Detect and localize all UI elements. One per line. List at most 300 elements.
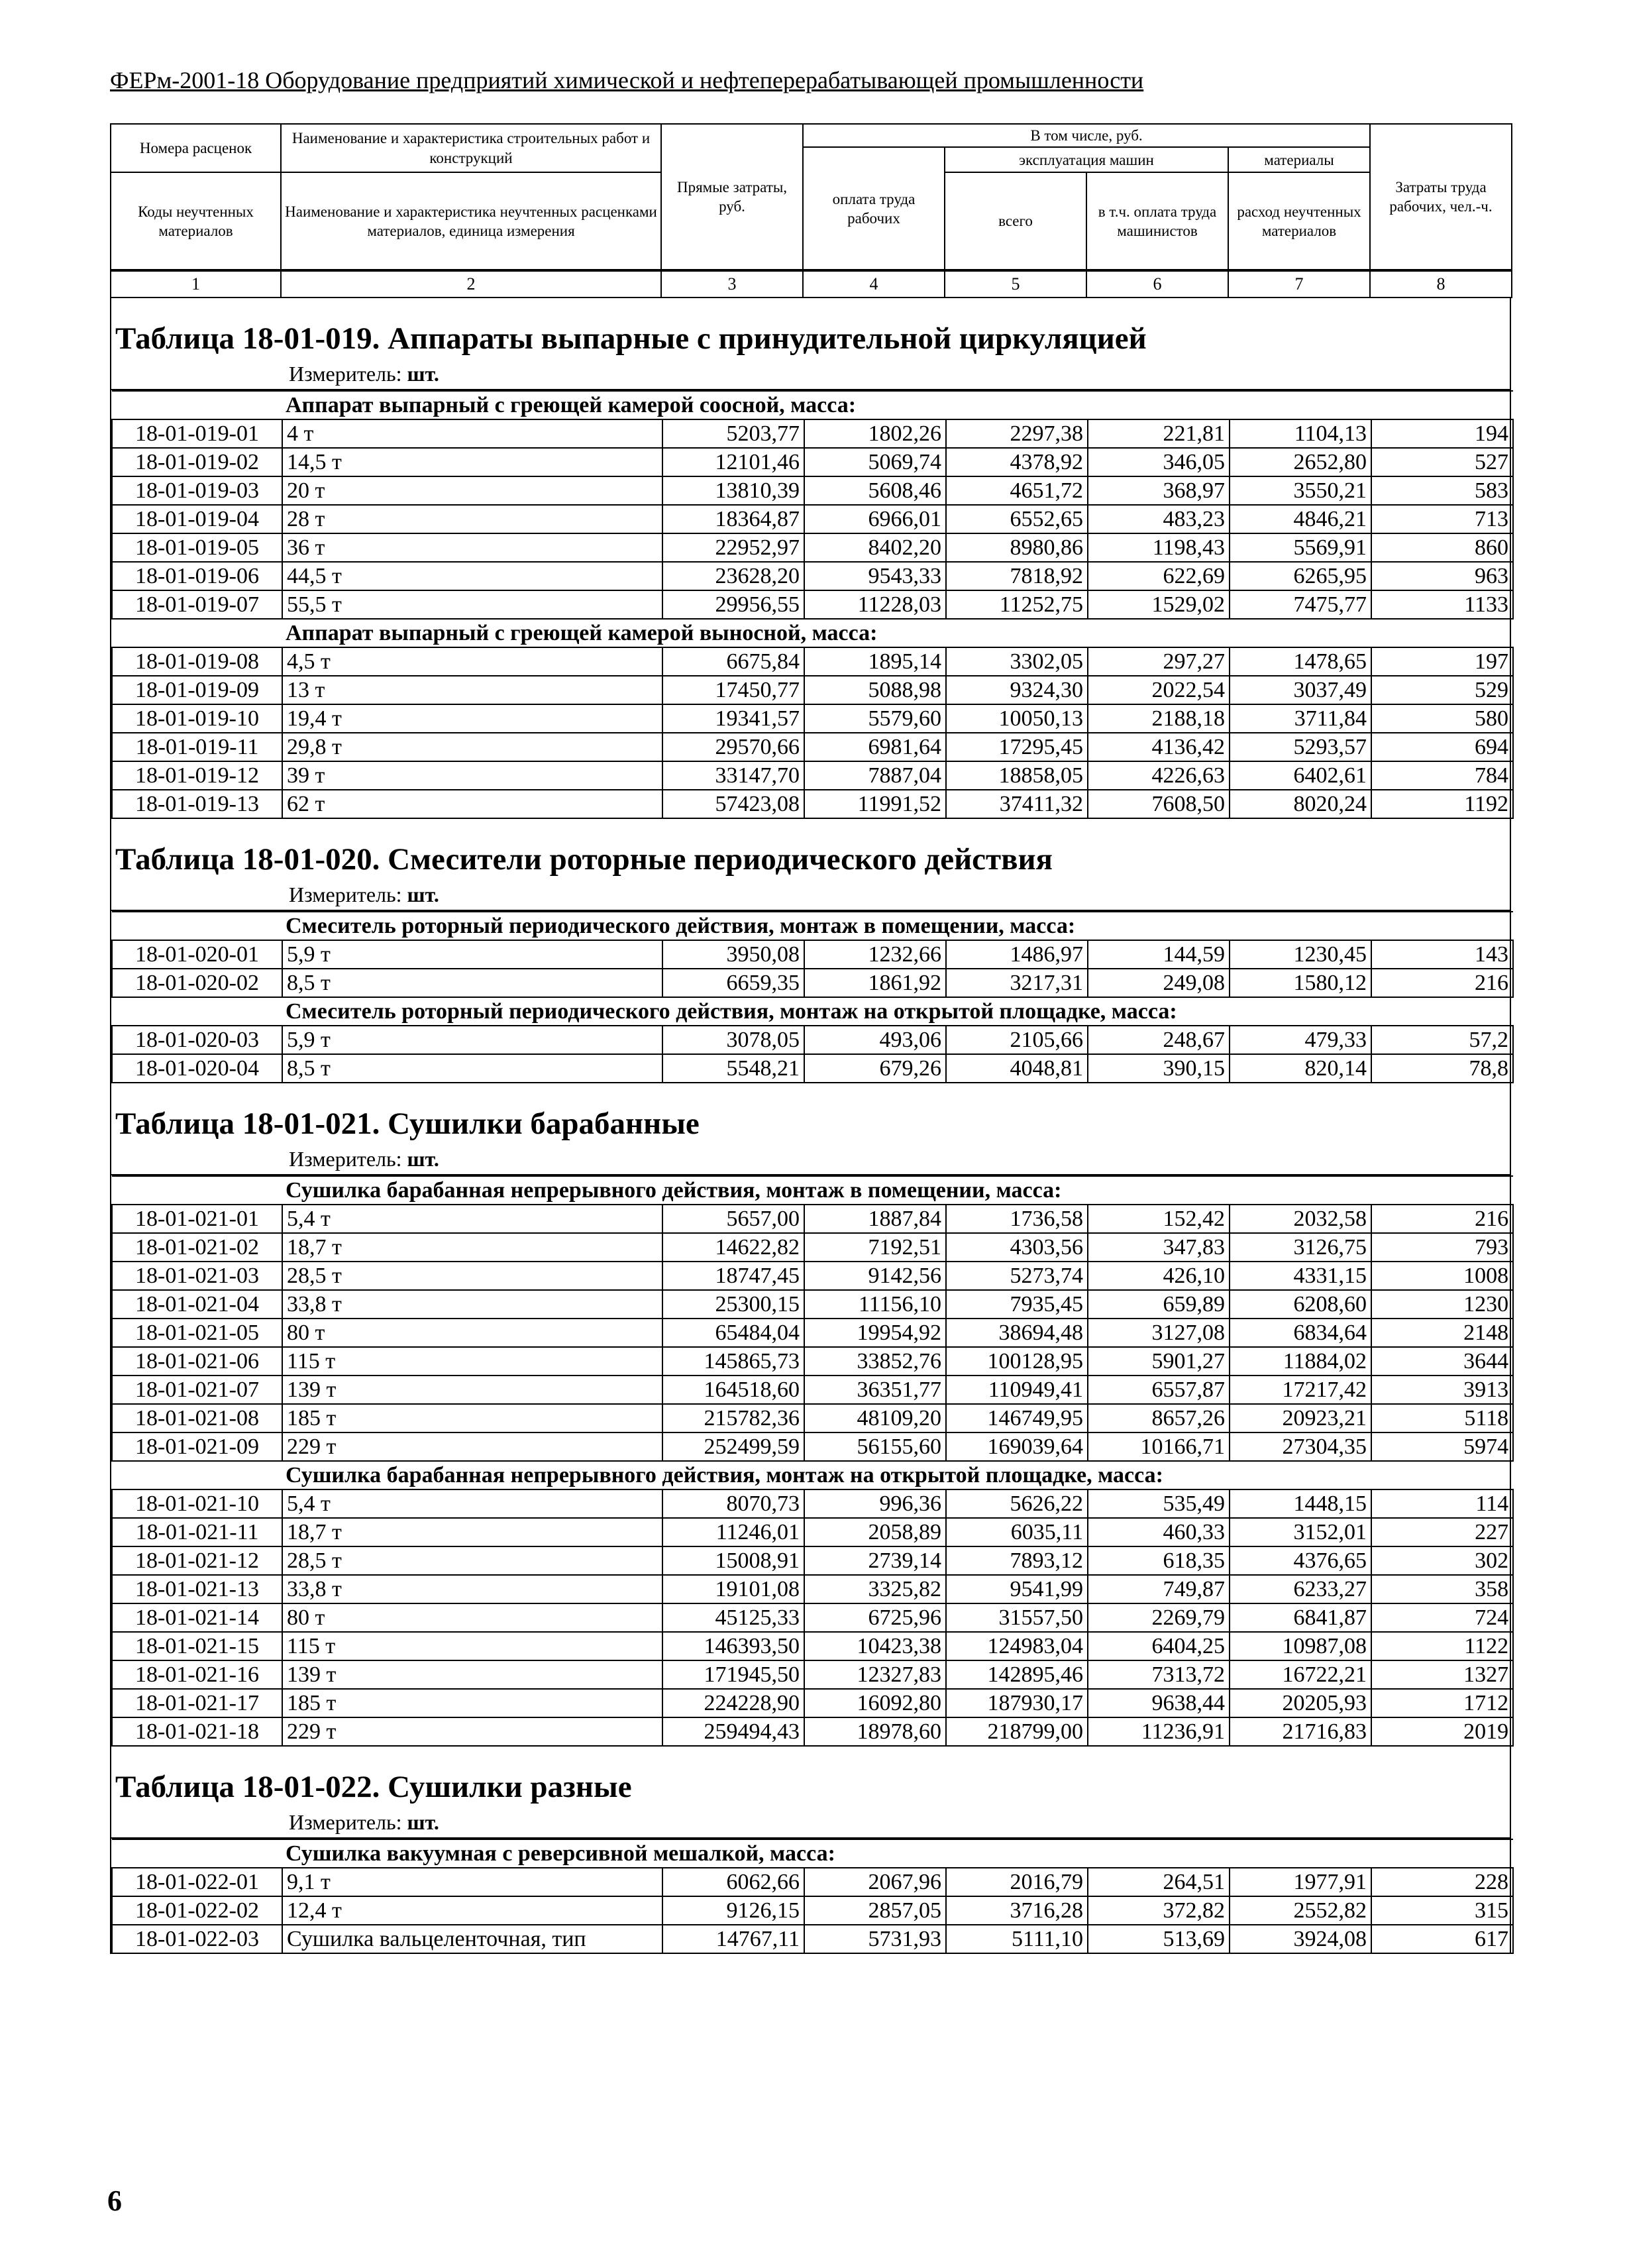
materials-cell: 17217,42 bbox=[1230, 1376, 1371, 1404]
unit-of-measure bbox=[111, 362, 1510, 390]
direct-costs-cell: 12101,46 bbox=[662, 448, 804, 476]
rate-code-cell: 18-01-021-02 bbox=[112, 1233, 282, 1262]
materials-cell: 1977,91 bbox=[1230, 1868, 1371, 1896]
rate-code-cell: 18-01-019-03 bbox=[112, 476, 282, 505]
labor-costs-cell: 527 bbox=[1371, 448, 1513, 476]
worker-pay-cell: 11991,52 bbox=[804, 790, 946, 818]
table-row bbox=[112, 1925, 1513, 1953]
work-name-cell: 12,4 т bbox=[282, 1896, 662, 1925]
column-number: 7 bbox=[1228, 270, 1370, 297]
header-machinist-pay: в т.ч. оплата труда машинистов bbox=[1086, 172, 1228, 270]
labor-costs-cell: 194 bbox=[1371, 419, 1513, 448]
rate-code-cell: 18-01-019-09 bbox=[112, 676, 282, 704]
rate-code-cell: 18-01-021-12 bbox=[112, 1546, 282, 1575]
machinist-pay-cell: 249,08 bbox=[1088, 969, 1230, 997]
labor-costs-cell: 617 bbox=[1371, 1925, 1513, 1953]
machines-total-cell: 8980,86 bbox=[946, 533, 1088, 562]
work-name-cell: 28 т bbox=[282, 505, 662, 533]
labor-costs-cell: 227 bbox=[1371, 1518, 1513, 1546]
unit-of-measure bbox=[111, 883, 1510, 911]
rate-code-cell: 18-01-021-10 bbox=[112, 1489, 282, 1518]
work-name-cell: Сушилка вальцеленточная, тип bbox=[282, 1925, 662, 1953]
materials-cell: 20923,21 bbox=[1230, 1404, 1371, 1432]
rate-code-cell: 18-01-021-08 bbox=[112, 1404, 282, 1432]
machinist-pay-cell: 9638,44 bbox=[1088, 1689, 1230, 1717]
header-machine-operation: эксплуатация машин bbox=[945, 147, 1228, 172]
machines-total-cell: 5111,10 bbox=[946, 1925, 1088, 1953]
machinist-pay-cell: 264,51 bbox=[1088, 1868, 1230, 1896]
column-number: 4 bbox=[803, 270, 945, 297]
machinist-pay-cell: 1529,02 bbox=[1088, 590, 1230, 619]
materials-cell: 10987,08 bbox=[1230, 1632, 1371, 1660]
rate-table bbox=[111, 911, 1514, 1083]
labor-costs-cell: 3644 bbox=[1371, 1347, 1513, 1376]
labor-costs-cell: 1192 bbox=[1371, 790, 1513, 818]
rate-code-cell: 18-01-020-02 bbox=[112, 969, 282, 997]
header-works-name: Наименование и характеристика строительных работ и конструкций bbox=[281, 124, 661, 172]
group-heading: Сушилка вакуумная с реверсивной мешалкой, масса: bbox=[112, 1839, 1513, 1868]
worker-pay-cell: 56155,60 bbox=[804, 1432, 946, 1461]
worker-pay-cell: 2067,96 bbox=[804, 1868, 946, 1896]
rate-code-cell: 18-01-019-12 bbox=[112, 761, 282, 790]
work-name-cell: 229 т bbox=[282, 1717, 662, 1746]
labor-costs-cell: 5974 bbox=[1371, 1432, 1513, 1461]
labor-costs-cell: 694 bbox=[1371, 733, 1513, 761]
table-title: Таблица 18-01-022. Сушилки разные bbox=[115, 1769, 632, 1804]
machinist-pay-cell: 622,69 bbox=[1088, 562, 1230, 590]
materials-cell: 7475,77 bbox=[1230, 590, 1371, 619]
rate-table bbox=[111, 1839, 1514, 1954]
table-row bbox=[112, 1262, 1513, 1290]
machines-total-cell: 4378,92 bbox=[946, 448, 1088, 476]
column-number: 8 bbox=[1370, 270, 1512, 297]
labor-costs-cell: 1008 bbox=[1371, 1262, 1513, 1290]
work-name-cell: 5,4 т bbox=[282, 1489, 662, 1518]
unit-label: Измеритель: bbox=[289, 361, 402, 386]
materials-cell: 5293,57 bbox=[1230, 733, 1371, 761]
machines-total-cell: 6035,11 bbox=[946, 1518, 1088, 1546]
labor-costs-cell: 529 bbox=[1371, 676, 1513, 704]
table-row bbox=[112, 1233, 1513, 1262]
machines-total-cell: 187930,17 bbox=[946, 1689, 1088, 1717]
work-name-cell: 115 т bbox=[282, 1632, 662, 1660]
worker-pay-cell: 18978,60 bbox=[804, 1717, 946, 1746]
table-row bbox=[112, 562, 1513, 590]
table-row bbox=[112, 505, 1513, 533]
direct-costs-cell: 19101,08 bbox=[662, 1575, 804, 1603]
direct-costs-cell: 252499,59 bbox=[662, 1432, 804, 1461]
machinist-pay-cell: 2269,79 bbox=[1088, 1603, 1230, 1632]
column-number: 1 bbox=[111, 270, 281, 297]
labor-costs-cell: 216 bbox=[1371, 1205, 1513, 1233]
worker-pay-cell: 5608,46 bbox=[804, 476, 946, 505]
group-heading-row bbox=[112, 1461, 1513, 1489]
machinist-pay-cell: 390,15 bbox=[1088, 1054, 1230, 1083]
table-row bbox=[112, 1026, 1513, 1054]
direct-costs-cell: 17450,77 bbox=[662, 676, 804, 704]
work-name-cell: 28,5 т bbox=[282, 1546, 662, 1575]
labor-costs-cell: 793 bbox=[1371, 1233, 1513, 1262]
machines-total-cell: 124983,04 bbox=[946, 1632, 1088, 1660]
machines-total-cell: 6552,65 bbox=[946, 505, 1088, 533]
materials-cell: 6834,64 bbox=[1230, 1319, 1371, 1347]
header-materials: материалы bbox=[1228, 147, 1370, 172]
machines-total-cell: 18858,05 bbox=[946, 761, 1088, 790]
labor-costs-cell: 228 bbox=[1371, 1868, 1513, 1896]
table-row bbox=[112, 761, 1513, 790]
machines-total-cell: 2297,38 bbox=[946, 419, 1088, 448]
rate-code-cell: 18-01-020-04 bbox=[112, 1054, 282, 1083]
direct-costs-cell: 45125,33 bbox=[662, 1603, 804, 1632]
materials-cell: 820,14 bbox=[1230, 1054, 1371, 1083]
machines-total-cell: 11252,75 bbox=[946, 590, 1088, 619]
rate-code-cell: 18-01-019-06 bbox=[112, 562, 282, 590]
header-machines-total: всего bbox=[945, 172, 1086, 270]
labor-costs-cell: 315 bbox=[1371, 1896, 1513, 1925]
table-row bbox=[112, 1632, 1513, 1660]
machinist-pay-cell: 221,81 bbox=[1088, 419, 1230, 448]
work-name-cell: 19,4 т bbox=[282, 704, 662, 733]
work-name-cell: 80 т bbox=[282, 1319, 662, 1347]
work-name-cell: 185 т bbox=[282, 1404, 662, 1432]
machines-total-cell: 7893,12 bbox=[946, 1546, 1088, 1575]
header-unaccounted-materials: расход неучтенных материалов bbox=[1228, 172, 1370, 270]
worker-pay-cell: 11156,10 bbox=[804, 1290, 946, 1319]
worker-pay-cell: 679,26 bbox=[804, 1054, 946, 1083]
direct-costs-cell: 23628,20 bbox=[662, 562, 804, 590]
rate-code-cell: 18-01-020-03 bbox=[112, 1026, 282, 1054]
rate-code-cell: 18-01-022-01 bbox=[112, 1868, 282, 1896]
machines-total-cell: 4651,72 bbox=[946, 476, 1088, 505]
machinist-pay-cell: 11236,91 bbox=[1088, 1717, 1230, 1746]
work-name-cell: 29,8 т bbox=[282, 733, 662, 761]
machinist-pay-cell: 372,82 bbox=[1088, 1896, 1230, 1925]
table-row bbox=[112, 676, 1513, 704]
materials-cell: 3924,08 bbox=[1230, 1925, 1371, 1953]
rate-code-cell: 18-01-021-09 bbox=[112, 1432, 282, 1461]
materials-cell: 8020,24 bbox=[1230, 790, 1371, 818]
table-title: Таблица 18-01-019. Аппараты выпарные с принудительной циркуляцией bbox=[115, 321, 1147, 356]
table-row bbox=[112, 940, 1513, 969]
materials-cell: 1104,13 bbox=[1230, 419, 1371, 448]
direct-costs-cell: 15008,91 bbox=[662, 1546, 804, 1575]
rate-table bbox=[111, 1175, 1514, 1747]
machinist-pay-cell: 535,49 bbox=[1088, 1489, 1230, 1518]
table-row bbox=[112, 1518, 1513, 1546]
rate-code-cell: 18-01-021-15 bbox=[112, 1632, 282, 1660]
machinist-pay-cell: 248,67 bbox=[1088, 1026, 1230, 1054]
materials-cell: 6841,87 bbox=[1230, 1603, 1371, 1632]
labor-costs-cell: 1230 bbox=[1371, 1290, 1513, 1319]
work-name-cell: 4,5 т bbox=[282, 647, 662, 676]
machines-total-cell: 2016,79 bbox=[946, 1868, 1088, 1896]
machines-total-cell: 5273,74 bbox=[946, 1262, 1088, 1290]
rate-code-cell: 18-01-021-01 bbox=[112, 1205, 282, 1233]
machines-total-cell: 218799,00 bbox=[946, 1717, 1088, 1746]
materials-cell: 11884,02 bbox=[1230, 1347, 1371, 1376]
machines-total-cell: 146749,95 bbox=[946, 1404, 1088, 1432]
labor-costs-cell: 583 bbox=[1371, 476, 1513, 505]
work-name-cell: 55,5 т bbox=[282, 590, 662, 619]
rate-code-cell: 18-01-019-01 bbox=[112, 419, 282, 448]
column-number: 2 bbox=[281, 270, 661, 297]
rate-code-cell: 18-01-021-11 bbox=[112, 1518, 282, 1546]
machinist-pay-cell: 1198,43 bbox=[1088, 533, 1230, 562]
rate-code-cell: 18-01-021-07 bbox=[112, 1376, 282, 1404]
materials-cell: 6265,95 bbox=[1230, 562, 1371, 590]
worker-pay-cell: 5731,93 bbox=[804, 1925, 946, 1953]
direct-costs-cell: 9126,15 bbox=[662, 1896, 804, 1925]
direct-costs-cell: 6659,35 bbox=[662, 969, 804, 997]
group-heading: Аппарат выпарный с греющей камерой выносной, масса: bbox=[112, 619, 1513, 647]
direct-costs-cell: 57423,08 bbox=[662, 790, 804, 818]
materials-cell: 4846,21 bbox=[1230, 505, 1371, 533]
labor-costs-cell: 963 bbox=[1371, 562, 1513, 590]
rate-code-cell: 18-01-019-02 bbox=[112, 448, 282, 476]
materials-cell: 2552,82 bbox=[1230, 1896, 1371, 1925]
worker-pay-cell: 33852,76 bbox=[804, 1347, 946, 1376]
table-row bbox=[112, 1689, 1513, 1717]
machinist-pay-cell: 426,10 bbox=[1088, 1262, 1230, 1290]
labor-costs-cell: 114 bbox=[1371, 1489, 1513, 1518]
machinist-pay-cell: 152,42 bbox=[1088, 1205, 1230, 1233]
machines-total-cell: 3716,28 bbox=[946, 1896, 1088, 1925]
materials-cell: 3152,01 bbox=[1230, 1518, 1371, 1546]
direct-costs-cell: 29956,55 bbox=[662, 590, 804, 619]
materials-cell: 3550,21 bbox=[1230, 476, 1371, 505]
column-number-row bbox=[111, 270, 1512, 297]
machinist-pay-cell: 346,05 bbox=[1088, 448, 1230, 476]
direct-costs-cell: 33147,70 bbox=[662, 761, 804, 790]
machinist-pay-cell: 483,23 bbox=[1088, 505, 1230, 533]
rate-tables bbox=[110, 298, 1511, 1954]
work-name-cell: 14,5 т bbox=[282, 448, 662, 476]
table-row bbox=[112, 733, 1513, 761]
worker-pay-cell: 1802,26 bbox=[804, 419, 946, 448]
column-header-table bbox=[110, 123, 1512, 298]
direct-costs-cell: 11246,01 bbox=[662, 1518, 804, 1546]
machines-total-cell: 5626,22 bbox=[946, 1489, 1088, 1518]
worker-pay-cell: 16092,80 bbox=[804, 1689, 946, 1717]
labor-costs-cell: 5118 bbox=[1371, 1404, 1513, 1432]
direct-costs-cell: 14622,82 bbox=[662, 1233, 804, 1262]
labor-costs-cell: 57,2 bbox=[1371, 1026, 1513, 1054]
work-name-cell: 36 т bbox=[282, 533, 662, 562]
worker-pay-cell: 1887,84 bbox=[804, 1205, 946, 1233]
direct-costs-cell: 3950,08 bbox=[662, 940, 804, 969]
materials-cell: 1230,45 bbox=[1230, 940, 1371, 969]
group-heading-row bbox=[112, 1176, 1513, 1205]
document-body bbox=[110, 123, 1511, 1954]
machinist-pay-cell: 749,87 bbox=[1088, 1575, 1230, 1603]
work-name-cell: 28,5 т bbox=[282, 1262, 662, 1290]
machines-total-cell: 100128,95 bbox=[946, 1347, 1088, 1376]
rate-code-cell: 18-01-021-03 bbox=[112, 1262, 282, 1290]
machines-total-cell: 1486,97 bbox=[946, 940, 1088, 969]
machinist-pay-cell: 5901,27 bbox=[1088, 1347, 1230, 1376]
machines-total-cell: 7818,92 bbox=[946, 562, 1088, 590]
table-row bbox=[112, 790, 1513, 818]
group-heading: Сушилка барабанная непрерывного действия, монтаж на открытой площадке, масса: bbox=[112, 1461, 1513, 1489]
group-heading-row bbox=[112, 997, 1513, 1026]
header-material-names: Наименование и характеристика неучтенных расценками материалов, единица измерения bbox=[281, 172, 661, 270]
group-heading: Сушилка барабанная непрерывного действия, монтаж в помещении, масса: bbox=[112, 1176, 1513, 1205]
table-row bbox=[112, 476, 1513, 505]
machinist-pay-cell: 8657,26 bbox=[1088, 1404, 1230, 1432]
worker-pay-cell: 7192,51 bbox=[804, 1233, 946, 1262]
machinist-pay-cell: 460,33 bbox=[1088, 1518, 1230, 1546]
labor-costs-cell: 1133 bbox=[1371, 590, 1513, 619]
labor-costs-cell: 724 bbox=[1371, 1603, 1513, 1632]
table-row bbox=[112, 969, 1513, 997]
direct-costs-cell: 145865,73 bbox=[662, 1347, 804, 1376]
column-number: 5 bbox=[945, 270, 1086, 297]
table-row bbox=[112, 1376, 1513, 1404]
worker-pay-cell: 2739,14 bbox=[804, 1546, 946, 1575]
work-name-cell: 5,9 т bbox=[282, 940, 662, 969]
worker-pay-cell: 7887,04 bbox=[804, 761, 946, 790]
column-number: 3 bbox=[661, 270, 803, 297]
table-row bbox=[112, 1717, 1513, 1746]
materials-cell: 20205,93 bbox=[1230, 1689, 1371, 1717]
work-name-cell: 13 т bbox=[282, 676, 662, 704]
worker-pay-cell: 6966,01 bbox=[804, 505, 946, 533]
unit-label: Измеритель: bbox=[289, 1809, 402, 1834]
materials-cell: 27304,35 bbox=[1230, 1432, 1371, 1461]
materials-cell: 2652,80 bbox=[1230, 448, 1371, 476]
direct-costs-cell: 5548,21 bbox=[662, 1054, 804, 1083]
table-row bbox=[112, 590, 1513, 619]
rate-code-cell: 18-01-022-03 bbox=[112, 1925, 282, 1953]
header-direct-costs: Прямые затраты, руб. bbox=[661, 124, 803, 270]
labor-costs-cell: 143 bbox=[1371, 940, 1513, 969]
work-name-cell: 139 т bbox=[282, 1376, 662, 1404]
table-row bbox=[112, 1868, 1513, 1896]
header-including: В том числе, руб. bbox=[803, 124, 1370, 147]
table-row bbox=[112, 419, 1513, 448]
page-header: ФЕРм-2001-18 Оборудование предприятий химической и нефтеперерабатывающей промышленности bbox=[110, 67, 1144, 93]
unit-value: шт. bbox=[407, 361, 439, 386]
unit-label: Измеритель: bbox=[289, 1146, 402, 1171]
table-row bbox=[112, 1896, 1513, 1925]
materials-cell: 1478,65 bbox=[1230, 647, 1371, 676]
materials-cell: 6402,61 bbox=[1230, 761, 1371, 790]
direct-costs-cell: 6675,84 bbox=[662, 647, 804, 676]
rate-table-section bbox=[110, 1083, 1511, 1747]
table-row bbox=[112, 1205, 1513, 1233]
rate-code-cell: 18-01-022-02 bbox=[112, 1896, 282, 1925]
labor-costs-cell: 580 bbox=[1371, 704, 1513, 733]
worker-pay-cell: 12327,83 bbox=[804, 1660, 946, 1689]
direct-costs-cell: 5657,00 bbox=[662, 1205, 804, 1233]
labor-costs-cell: 1122 bbox=[1371, 1632, 1513, 1660]
table-row bbox=[112, 1575, 1513, 1603]
direct-costs-cell: 164518,60 bbox=[662, 1376, 804, 1404]
table-row bbox=[112, 647, 1513, 676]
worker-pay-cell: 996,36 bbox=[804, 1489, 946, 1518]
machinist-pay-cell: 347,83 bbox=[1088, 1233, 1230, 1262]
table-title: Таблица 18-01-021. Сушилки барабанные bbox=[115, 1106, 700, 1141]
labor-costs-cell: 197 bbox=[1371, 647, 1513, 676]
work-name-cell: 185 т bbox=[282, 1689, 662, 1717]
machinist-pay-cell: 10166,71 bbox=[1088, 1432, 1230, 1461]
worker-pay-cell: 2857,05 bbox=[804, 1896, 946, 1925]
work-name-cell: 33,8 т bbox=[282, 1290, 662, 1319]
rate-code-cell: 18-01-021-17 bbox=[112, 1689, 282, 1717]
group-heading-row bbox=[112, 1839, 1513, 1868]
labor-costs-cell: 1327 bbox=[1371, 1660, 1513, 1689]
direct-costs-cell: 14767,11 bbox=[662, 1925, 804, 1953]
header-rates-numbers: Номера расценок bbox=[111, 124, 281, 172]
direct-costs-cell: 259494,43 bbox=[662, 1717, 804, 1746]
direct-costs-cell: 3078,05 bbox=[662, 1026, 804, 1054]
direct-costs-cell: 18747,45 bbox=[662, 1262, 804, 1290]
table-row bbox=[112, 1347, 1513, 1376]
machinist-pay-cell: 3127,08 bbox=[1088, 1319, 1230, 1347]
rate-code-cell: 18-01-019-11 bbox=[112, 733, 282, 761]
machines-total-cell: 4048,81 bbox=[946, 1054, 1088, 1083]
direct-costs-cell: 224228,90 bbox=[662, 1689, 804, 1717]
table-row bbox=[112, 1603, 1513, 1632]
machines-total-cell: 17295,45 bbox=[946, 733, 1088, 761]
rate-code-cell: 18-01-021-05 bbox=[112, 1319, 282, 1347]
direct-costs-cell: 25300,15 bbox=[662, 1290, 804, 1319]
direct-costs-cell: 22952,97 bbox=[662, 533, 804, 562]
machinist-pay-cell: 4136,42 bbox=[1088, 733, 1230, 761]
materials-cell: 6208,60 bbox=[1230, 1290, 1371, 1319]
rate-code-cell: 18-01-019-05 bbox=[112, 533, 282, 562]
labor-costs-cell: 1712 bbox=[1371, 1689, 1513, 1717]
table-row bbox=[112, 1660, 1513, 1689]
rate-table-section bbox=[110, 819, 1511, 1083]
rate-code-cell: 18-01-021-13 bbox=[112, 1575, 282, 1603]
worker-pay-cell: 9142,56 bbox=[804, 1262, 946, 1290]
table-row bbox=[112, 704, 1513, 733]
worker-pay-cell: 6725,96 bbox=[804, 1603, 946, 1632]
materials-cell: 3711,84 bbox=[1230, 704, 1371, 733]
table-row bbox=[112, 1319, 1513, 1347]
machines-total-cell: 31557,50 bbox=[946, 1603, 1088, 1632]
materials-cell: 4376,65 bbox=[1230, 1546, 1371, 1575]
table-row bbox=[112, 1404, 1513, 1432]
group-heading-row bbox=[112, 391, 1513, 419]
machinist-pay-cell: 2188,18 bbox=[1088, 704, 1230, 733]
direct-costs-cell: 29570,66 bbox=[662, 733, 804, 761]
machinist-pay-cell: 618,35 bbox=[1088, 1546, 1230, 1575]
rate-code-cell: 18-01-021-04 bbox=[112, 1290, 282, 1319]
machines-total-cell: 7935,45 bbox=[946, 1290, 1088, 1319]
machines-total-cell: 2105,66 bbox=[946, 1026, 1088, 1054]
direct-costs-cell: 18364,87 bbox=[662, 505, 804, 533]
machines-total-cell: 9541,99 bbox=[946, 1575, 1088, 1603]
direct-costs-cell: 146393,50 bbox=[662, 1632, 804, 1660]
worker-pay-cell: 493,06 bbox=[804, 1026, 946, 1054]
machines-total-cell: 10050,13 bbox=[946, 704, 1088, 733]
labor-costs-cell: 784 bbox=[1371, 761, 1513, 790]
rate-code-cell: 18-01-019-08 bbox=[112, 647, 282, 676]
group-heading-row bbox=[112, 619, 1513, 647]
materials-cell: 1580,12 bbox=[1230, 969, 1371, 997]
work-name-cell: 44,5 т bbox=[282, 562, 662, 590]
unit-value: шт. bbox=[407, 882, 439, 906]
table-title: Таблица 18-01-020. Смесители роторные периодического действия bbox=[115, 841, 1053, 877]
unit-value: шт. bbox=[407, 1809, 439, 1834]
rate-code-cell: 18-01-019-13 bbox=[112, 790, 282, 818]
direct-costs-cell: 6062,66 bbox=[662, 1868, 804, 1896]
machinist-pay-cell: 2022,54 bbox=[1088, 676, 1230, 704]
header-material-codes: Коды неучтенных материалов bbox=[111, 172, 281, 270]
group-heading-row bbox=[112, 912, 1513, 940]
